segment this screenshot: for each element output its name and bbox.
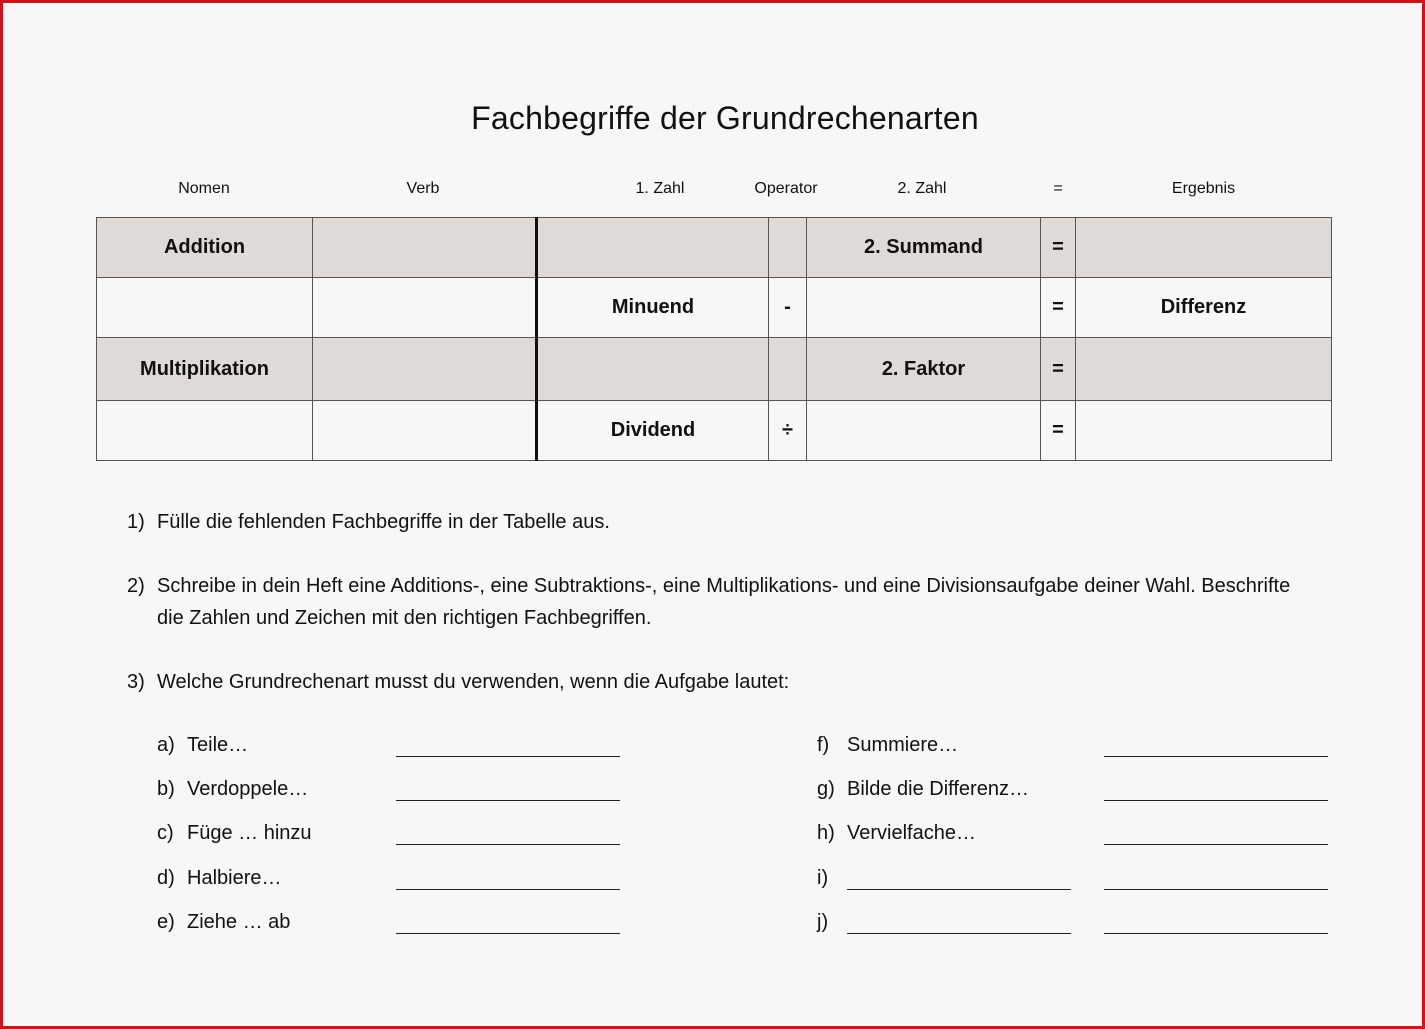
list-item-a [157, 731, 248, 759]
cell-operator[interactable] [769, 338, 807, 401]
task-text: Fülle die fehlenden Fachbegriffe in der Tabelle aus. [157, 511, 610, 533]
cell-equals: = [1041, 278, 1076, 338]
answer-blank-i[interactable] [1104, 889, 1328, 890]
list-item-j [817, 908, 847, 936]
item-label: g) [817, 778, 835, 800]
task-number: 2) [127, 575, 145, 597]
column-header-nomen: Nomen [178, 180, 230, 197]
item-label: i) [817, 867, 829, 889]
item-label: a) [157, 734, 175, 756]
cell-operator[interactable] [769, 218, 807, 278]
cell-ergebnis[interactable] [1076, 218, 1332, 278]
task-text: Schreibe in dein Heft eine Additions-, eine Subtraktions-, eine Multiplikations- und eine Divisionsaufgabe deiner Wahl. Beschrifte die Zahlen und Zeichen mit den richtigen Fachbegriffen. [157, 575, 1291, 629]
column-header-zahl1: 1. Zahl [635, 180, 685, 197]
list-item-h [817, 819, 976, 847]
cell-nomen[interactable]: Addition [97, 218, 313, 278]
cell-ergebnis[interactable] [1076, 338, 1332, 401]
item-text: Füge … hinzu [187, 822, 312, 844]
cell-operator: ÷ [769, 401, 807, 461]
cell-zahl2[interactable]: 2. Summand [807, 218, 1041, 278]
list-item-d [157, 864, 281, 892]
cell-zahl1[interactable]: Dividend [537, 401, 769, 461]
answer-blank-g[interactable] [1104, 800, 1328, 801]
item-label: j) [817, 911, 829, 933]
answer-blank-f[interactable] [1104, 756, 1328, 757]
item-text: Summiere… [847, 734, 959, 756]
list-item-i [817, 864, 847, 892]
table-row-addition [97, 218, 1332, 278]
list-item-e [157, 908, 290, 936]
answer-blank-d[interactable] [396, 889, 620, 890]
cell-operator: - [769, 278, 807, 338]
terms-table [96, 217, 1332, 461]
item-text: Vervielfache… [847, 822, 976, 844]
column-header-operator: Operator [754, 180, 818, 197]
item-label: b) [157, 778, 175, 800]
answer-blank-j[interactable] [1104, 933, 1328, 934]
list-item-c [157, 819, 312, 847]
cell-zahl2[interactable] [807, 401, 1041, 461]
item-text: Ziehe … ab [187, 911, 291, 933]
task-text: Welche Grundrechenart musst du verwenden, wenn die Aufgabe lautet: [157, 671, 790, 693]
table-row-subtraktion [97, 278, 1332, 338]
cell-equals: = [1041, 218, 1076, 278]
column-header-equals: = [1053, 180, 1063, 197]
cell-verb[interactable] [313, 278, 537, 338]
item-text: Verdoppele… [187, 778, 309, 800]
task-number: 1) [127, 511, 145, 533]
column-header-ergebnis: Ergebnis [1171, 180, 1236, 197]
column-header-zahl2: 2. Zahl [897, 180, 947, 197]
page-title: Fachbegriffe der Grundrechenarten [471, 100, 979, 136]
table-row-division [97, 401, 1332, 461]
cell-ergebnis[interactable]: Differenz [1076, 278, 1332, 338]
cell-ergebnis[interactable] [1076, 401, 1332, 461]
cell-nomen[interactable] [97, 401, 313, 461]
item-label: f) [817, 734, 830, 756]
cell-equals: = [1041, 338, 1076, 401]
cell-zahl1[interactable]: Minuend [537, 278, 769, 338]
task-blank-j[interactable] [847, 933, 1071, 934]
cell-equals: = [1041, 401, 1076, 461]
cell-zahl1[interactable] [537, 338, 769, 401]
cell-verb[interactable] [313, 401, 537, 461]
cell-nomen[interactable] [97, 278, 313, 338]
list-item-g [817, 775, 1029, 803]
item-text: Bilde die Differenz… [847, 778, 1029, 800]
table-row-multiplikation [97, 338, 1332, 401]
column-header-verb: Verb [406, 180, 440, 197]
cell-zahl1[interactable] [537, 218, 769, 278]
item-text: Halbiere… [187, 867, 282, 889]
answer-blank-b[interactable] [396, 800, 620, 801]
item-text: Teile… [187, 734, 249, 756]
item-label: e) [157, 911, 175, 933]
cell-zahl2[interactable]: 2. Faktor [807, 338, 1041, 401]
answer-blank-c[interactable] [396, 844, 620, 845]
item-label: h) [817, 822, 835, 844]
answer-blank-a[interactable] [396, 756, 620, 757]
answer-blank-e[interactable] [396, 933, 620, 934]
cell-verb[interactable] [313, 218, 537, 278]
item-label: d) [157, 867, 175, 889]
list-item-b [157, 775, 308, 803]
task-blank-i[interactable] [847, 889, 1071, 890]
cell-zahl2[interactable] [807, 278, 1041, 338]
list-item-f [817, 731, 958, 759]
item-label: c) [157, 822, 174, 844]
cell-verb[interactable] [313, 338, 537, 401]
cell-nomen[interactable]: Multiplikation [97, 338, 313, 401]
task-number: 3) [127, 671, 145, 693]
answer-blank-h[interactable] [1104, 844, 1328, 845]
